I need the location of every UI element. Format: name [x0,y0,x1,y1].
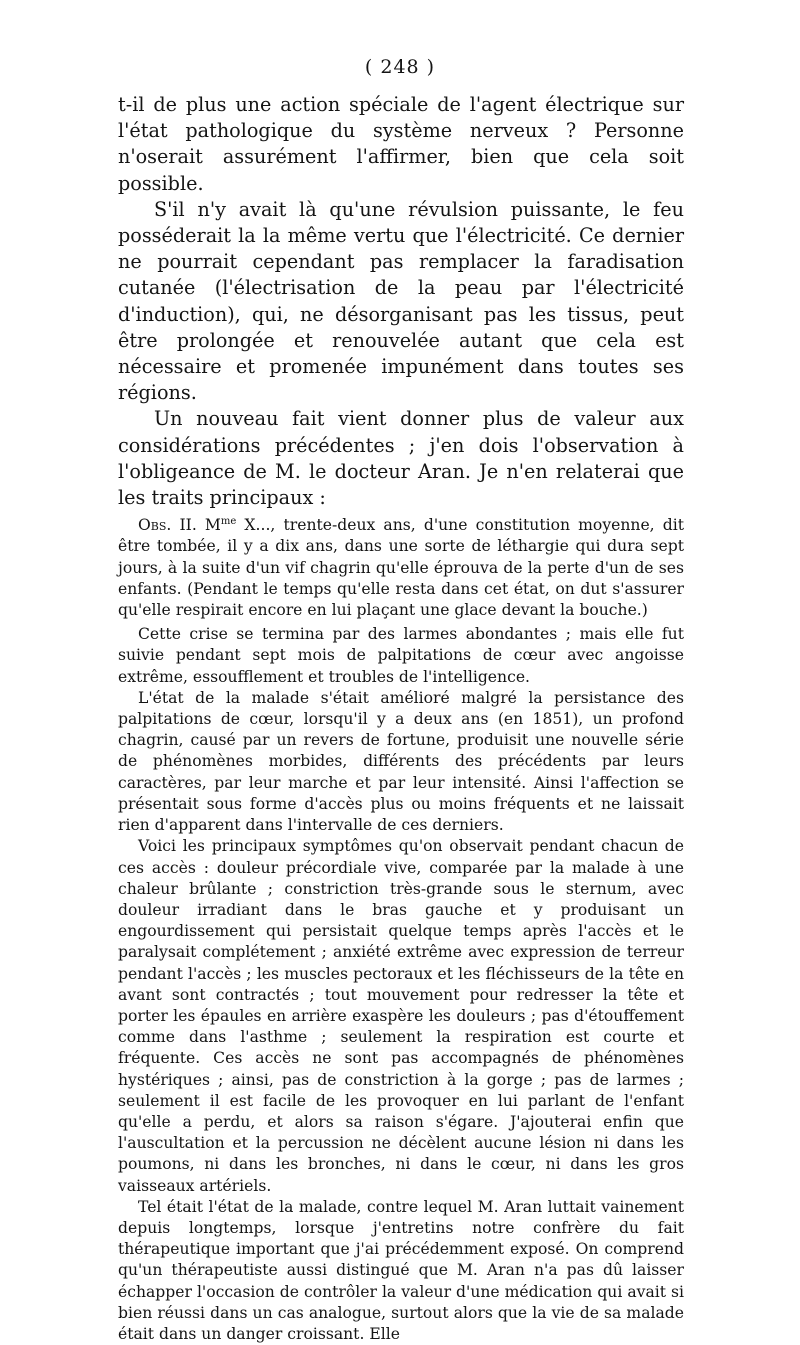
observation-salutation: M [204,516,221,535]
observation-paragraph-1 [118,515,684,621]
observation-paragraph-2: Cette crise se termina par des larmes abondantes ; mais elle fut suivie pendant sept mois de palpitations de cœur avec angoisse extrême, essoufflement et troubles de l'intelligence. [118,625,684,686]
page-body [118,92,684,1345]
intro-paragraph-3: Un nouveau fait vient donner plus de valeur aux considérations précédentes ; j'en dois l'observation à l'obligeance de M. le docteur Aran. Je n'en relaterai que les traits principaux : [118,407,684,510]
observation-label: Obs. II. [138,516,197,535]
observation-paragraph-4: Voici les principaux symptômes qu'on observait pendant chacun de ces accès : douleur précordiale vive, comparée par la malade à une chaleur brûlante ; constriction très-grande sous le sternum, avec douleur irradiant dans le bras gauche et y produisant un engourdissement qui persistait quelque temps après l'accès et le paralysait complétement ; anxiété extrême avec expression de terreur pendant l'accès ; les muscles pectoraux et les fléchisseurs de la tête en avant sont contractés ; tout mouvement pour redresser la tête et porter les épaules en arrière exaspère les douleurs ; pas d'étouffement comme dans l'asthme ; seulement la respiration est courte et fréquente. Ces accès ne sont pas accompagnés de phénomènes hystériques ; ainsi, pas de constriction à la gorge ; pas de larmes ; seulement il est facile de les provoquer en lui parlant de l'enfant qu'elle a perdu, et alors sa raison s'égare. J'ajouterai enfin que l'auscultation et la percussion ne décèlent aucune lésion ni dans les poumons, ni dans les bronches, ni dans le cœur, ni dans les gros vaisseaux artériels. [118,837,684,1195]
page-number: ( 248 ) [364,56,436,78]
observation-paragraph-1-text: X..., trente-deux ans, d'une constitution moyenne, dit être tombée, il y a dix ans, dans une sorte de léthargie qui dura sept jours, à la suite d'un vif chagrin qu'elle éprouva de la perte d'un de ses enfants. (Pendant le temps qu'elle resta dans cet état, on dut s'assurer qu'elle respirait encore en lui plaçant une glace devant la bouche.) [118,516,684,620]
observation-salutation-sup: me [220,516,237,528]
intro-paragraph-2: S'il n'y avait là qu'une révulsion puissante, le feu posséderait la la même vertu que l'électricité. Ce dernier ne pourrait cependant pas remplacer la faradisation cutanée (l'électrisation de la peau par l'électricité d'induction), qui, ne désorganisant pas les tissus, peut être prolongée et renouvelée autant que cela est nécessaire et promenée impunément dans toutes ses régions. [118,197,684,405]
observation-paragraph-5: Tel était l'état de la malade, contre lequel M. Aran luttait vainement depuis longtemps, lorsque j'entretins notre confrère du fait thérapeutique important que j'ai précédemment exposé. On comprend qu'un thérapeutiste aussi distingué que M. Aran n'a pas dû laisser échapper l'occasion de contrôler la valeur d'une médication qui avait si bien réussi dans un cas analogue, surtout alors que la vie de sa malade était dans un danger croissant. Elle [118,1197,684,1343]
observation-paragraph-3: L'état de la malade s'était amélioré malgré la persistance des palpitations de cœur, lorsqu'il y a deux ans (en 1851), un profond chagrin, causé par un revers de fortune, produisit une nouvelle série de phénomènes morbides, différents des précédents par leurs caractères, par leur marche et par leur intensité. Ainsi l'affection se présentait sous forme d'accès plus ou moins fréquents et ne laissait rien d'apparent dans l'intervalle de ces derniers. [118,688,684,835]
intro-paragraph-1: t-il de plus une action spéciale de l'agent électrique sur l'état pathologique du système nerveux ? Personne n'oserait assurément l'affirmer, bien que cela soit possible. [118,93,684,195]
